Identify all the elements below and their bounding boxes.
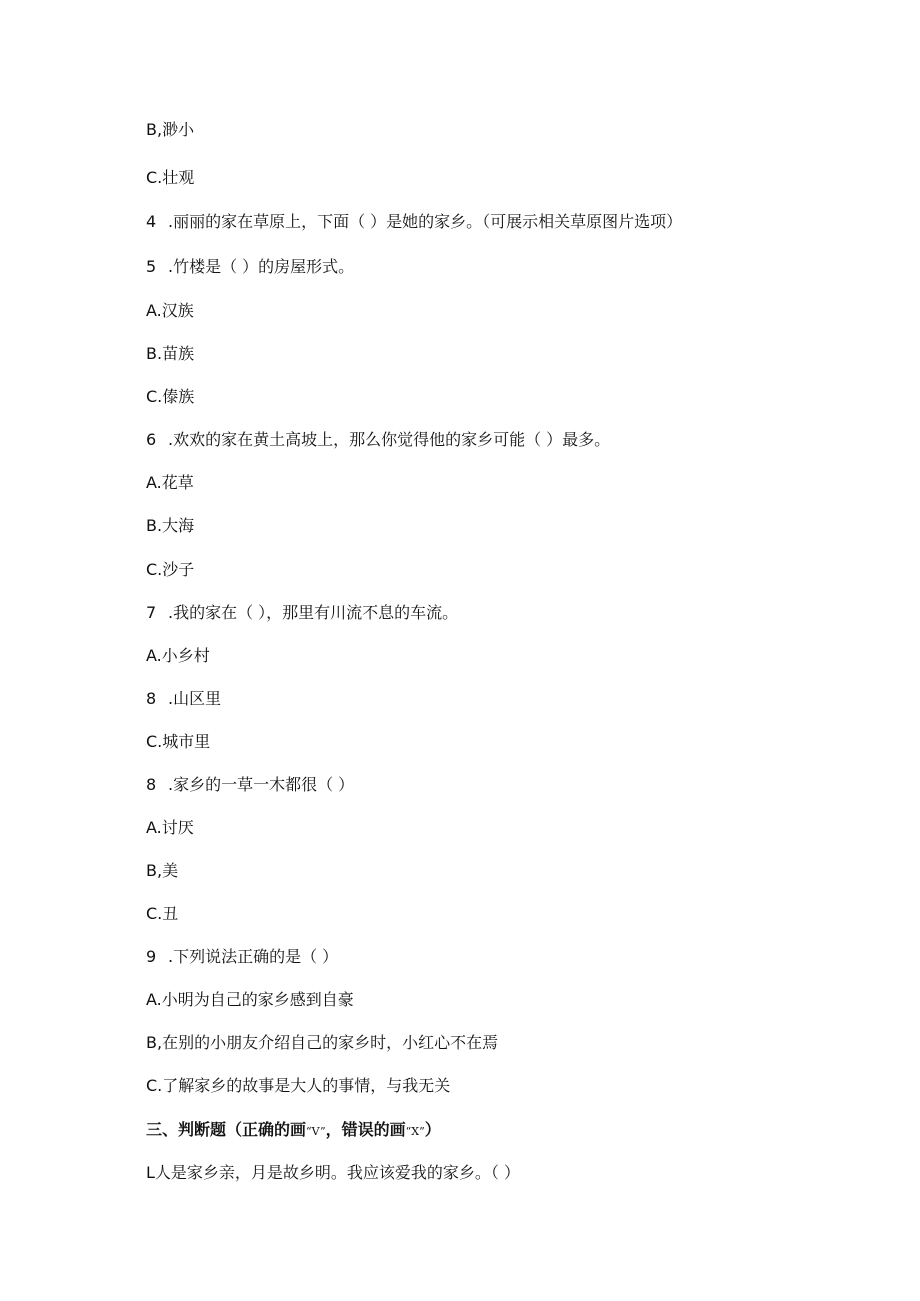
section-heading xyxy=(146,1119,441,1143)
option-text: C.沙子 xyxy=(146,560,195,579)
question-text: .家乡的一草一木都很（ ） xyxy=(168,775,355,794)
section-heading-text: ） xyxy=(424,1120,441,1139)
question-text: .下列说法正确的是（ ） xyxy=(168,947,339,966)
option-text: C.壮观 xyxy=(146,168,195,187)
question-text: .我的家在（ ），那里有川流不息的车流。 xyxy=(168,603,459,622)
option-line xyxy=(146,472,194,494)
option-line xyxy=(146,645,210,667)
option-line xyxy=(146,1075,450,1097)
question-line xyxy=(146,211,682,233)
option-text: B,渺小 xyxy=(146,120,195,139)
question-text: .欢欢的家在黄土高坡上，那么你觉得他的家乡可能（ ）最多。 xyxy=(168,430,611,449)
question-number: 7 xyxy=(146,603,157,622)
question-number: 4 xyxy=(146,212,157,231)
option-text: B.大海 xyxy=(146,516,195,535)
option-text: C.了解家乡的故事是大人的事情，与我无关 xyxy=(146,1076,451,1095)
question-text: .山区里 xyxy=(168,689,222,708)
option-line xyxy=(146,731,210,753)
option-line xyxy=(146,559,194,581)
option-text: B,在别的小朋友介绍自己的家乡时，小红心不在焉 xyxy=(146,1033,499,1052)
option-line xyxy=(146,343,194,365)
question-text: .丽丽的家在草原上，下面（ ）是她的家乡。（可展示相关草原图片选项） xyxy=(168,212,683,231)
option-text: A.汉族 xyxy=(146,301,194,320)
question-number: 6 xyxy=(146,430,157,449)
question-text: .竹楼是（ ）的房屋形式。 xyxy=(168,257,355,276)
question-line xyxy=(146,429,610,451)
option-text: A.花草 xyxy=(146,473,194,492)
option-line xyxy=(146,515,194,537)
question-number: 9 xyxy=(146,947,157,966)
option-line xyxy=(146,860,178,882)
option-text: A.小乡村 xyxy=(146,646,210,665)
section-heading-text: 三、判断题（正确的画 xyxy=(146,1120,307,1139)
option-line xyxy=(146,386,194,408)
correct-mark: “V” xyxy=(306,1125,326,1138)
question-number: 8 xyxy=(146,775,157,794)
question-line xyxy=(146,946,338,968)
question-line xyxy=(146,774,354,796)
option-text: A.讨厌 xyxy=(146,818,194,837)
judge-item xyxy=(146,1162,520,1184)
question-line xyxy=(146,256,354,278)
option-line xyxy=(146,989,354,1011)
option-line xyxy=(146,119,194,141)
option-line xyxy=(146,903,178,925)
option-line xyxy=(146,167,194,189)
wrong-mark: “X” xyxy=(405,1125,425,1138)
option-line xyxy=(146,817,194,839)
section-heading-text: ，错误的画 xyxy=(325,1120,406,1139)
option-line xyxy=(146,300,194,322)
question-number: 8 xyxy=(146,689,157,708)
option-text: A.小明为自己的家乡感到自豪 xyxy=(146,990,354,1009)
question-line xyxy=(146,602,458,624)
question-line xyxy=(146,688,221,710)
option-text: B,美 xyxy=(146,861,179,880)
option-text: C.丑 xyxy=(146,904,179,923)
option-text: C.傣族 xyxy=(146,387,195,406)
option-line xyxy=(146,1032,498,1054)
option-text: C.城市里 xyxy=(146,732,211,751)
judge-item-text: L人是家乡亲，月是故乡明。我应该爱我的家乡。（ ） xyxy=(146,1163,521,1182)
question-number: 5 xyxy=(146,257,157,276)
option-text: B.苗族 xyxy=(146,344,195,363)
